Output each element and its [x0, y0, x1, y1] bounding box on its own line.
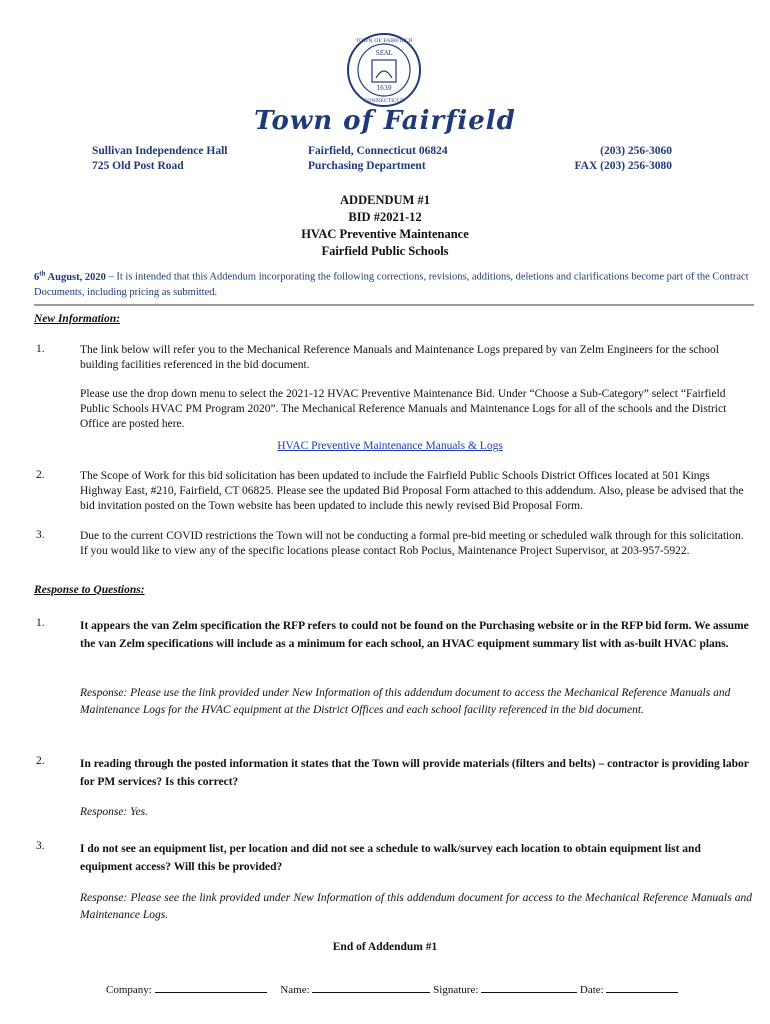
address-block	[92, 144, 227, 174]
title-addendum: ADDENDUM #1	[340, 193, 430, 207]
svg-text:SEAL: SEAL	[375, 50, 393, 57]
new-info-2-paragraph: The Scope of Work for this bid solicitation has been updated to include the Fairfield Public Schools District Offices located at 501 Kings Highway East, #210, Fairfield, CT 06825. Please see the updated Bid Proposal Form attached to this addendum. Also, please be advised that the bid invitation posted on the Town website has been updated to include this newly revised Bid Proposal Form.	[80, 470, 744, 512]
title-bid: BID #2021-12	[348, 210, 422, 224]
name-field[interactable]	[312, 982, 430, 993]
street-address: 725 Old Post Road	[92, 160, 184, 172]
svg-text:TOWN OF FAIRFIELD: TOWN OF FAIRFIELD	[355, 38, 413, 44]
intro-date-rest: August, 2020	[45, 271, 106, 283]
end-of-addendum: End of Addendum #1	[332, 941, 438, 953]
item-number: 1.	[36, 343, 45, 355]
signature-line	[106, 982, 678, 996]
intro-date-day: 6	[34, 271, 40, 283]
new-information-heading: New Information:	[34, 313, 120, 325]
title-subject: HVAC Preventive Maintenance	[301, 227, 469, 241]
question-2: In reading through the posted information it states that the Town will provide materials (filters and belts) – contractor is providing labor for PM services? Is this correct?	[80, 758, 749, 788]
response-to-questions-heading: Response to Questions:	[34, 584, 145, 596]
divider-rule	[34, 304, 754, 306]
intro-text: – It is intended that this Addendum incorporating the following corrections, revisions, additions, deletions and clarifications become part of the Contract Documents, including pricing as submitted.	[34, 271, 749, 298]
signature-label: Signature:	[433, 984, 479, 996]
response-1: Response: Please use the link provided under New Information of this addendum document to access the Mechanical Reference Manuals and Maintenance Logs for the HVAC equipment at the District Offices and each school facility referenced in the bid document.	[80, 687, 731, 716]
department-name: Purchasing Department	[308, 160, 426, 172]
town-name-heading: Town of Fairfield	[254, 106, 516, 136]
company-field[interactable]	[155, 982, 267, 993]
item-number: 3.	[36, 840, 45, 852]
fax-number: FAX (203) 256-3080	[574, 160, 672, 172]
hall-name: Sullivan Independence Hall	[92, 145, 228, 157]
new-info-3-paragraph: Due to the current COVID restrictions the Town will not be conducting a formal pre-bid meeting or scheduled walk through for this solicitation. If you would like to view any of the specific locations please contact Rob Pocius, Maintenance Project Supervisor, at 203-957-5922.	[80, 530, 744, 557]
date-field[interactable]	[606, 982, 678, 993]
phone-block	[560, 144, 672, 174]
item-number: 1.	[36, 617, 45, 629]
date-label: Date:	[579, 984, 604, 996]
item-number: 2.	[36, 755, 45, 767]
new-info-1-instructions: Please use the drop down menu to select the 2021-12 HVAC Preventive Maintenance Bid. Under “Choose a Sub-Category” select “Fairfield Public Schools HVAC PM Program 2020”. The Mechanical Reference Manuals and Maintenance Logs for all of the schools and the District Office are posted here.	[80, 388, 727, 430]
item-number: 2.	[36, 469, 45, 481]
svg-text:1639: 1639	[376, 85, 392, 92]
question-3: I do not see an equipment list, per location and did not see a schedule to walk/survey each location to obtain equipment list and equipment access? Will this be provided?	[80, 843, 701, 873]
manuals-logs-link[interactable]: HVAC Preventive Maintenance Manuals & Logs	[277, 440, 503, 452]
response-3: Response: Please see the link provided under New Information of this addendum document for access to the Mechanical Reference Manuals and Maintenance Logs.	[80, 892, 752, 921]
city-state: Fairfield, Connecticut 06824	[308, 145, 448, 157]
question-1: It appears the van Zelm specification the RFP refers to could not be found on the Purchasing website or in the RFP bid form. We assume the van Zelm specifications will include as a minimum for each school, an HVAC equipment summary list with as-built HVAC plans.	[80, 620, 749, 650]
title-client: Fairfield Public Schools	[321, 244, 449, 258]
signature-field[interactable]	[481, 982, 577, 993]
company-label: Company:	[106, 984, 152, 996]
intro-date-sup: th	[39, 269, 46, 277]
new-info-1-paragraph: The link below will refer you to the Mechanical Reference Manuals and Maintenance Logs prepared by van Zelm Engineers for the school building facilities referenced in the bid document.	[80, 344, 719, 371]
town-seal-logo	[346, 32, 422, 108]
document-title	[0, 192, 770, 260]
name-label: Name:	[280, 984, 310, 996]
svg-text:CONNECTICUT: CONNECTICUT	[363, 98, 405, 104]
response-2: Response: Yes.	[80, 806, 148, 818]
intro-paragraph	[34, 266, 754, 300]
phone-number: (203) 256-3060	[600, 145, 672, 157]
department-block	[308, 144, 448, 174]
item-number: 3.	[36, 529, 45, 541]
